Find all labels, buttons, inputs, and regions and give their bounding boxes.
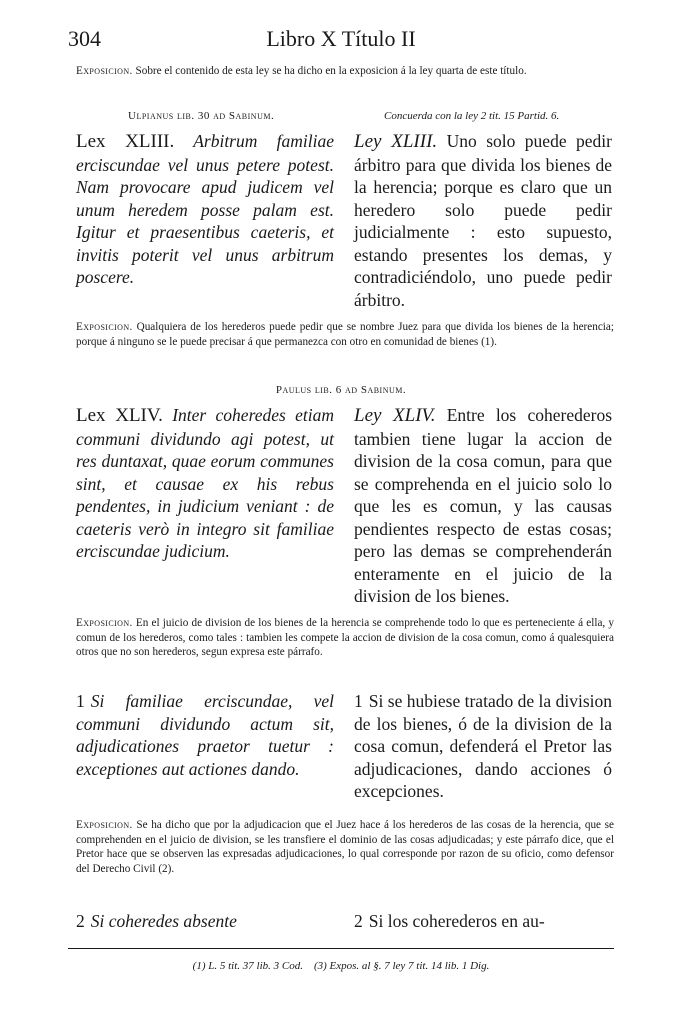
exposition-label: Exposicion. <box>76 65 133 77</box>
law-body-spanish: Entre los coherederos tambien tiene lugar la accion de division de la cosa comun, para que se comprehenda en el juicio solo lo que les es comun, y las causas pendientes respecto de estas cosas; pero las demas se comprehenderán enteramente en el juicio de la division de los bienes. <box>354 405 613 606</box>
law-title-spanish: Ley XLIV. <box>354 405 436 426</box>
law-title-latin: Lex XLIV. <box>76 405 163 426</box>
spanish-paragraph-text <box>354 910 612 933</box>
paragraph-body-latin: Si coheredes absente <box>90 911 237 931</box>
latin-paragraph-text <box>76 690 334 780</box>
exposition-text: Se ha dicho que por la adjudicacion que el Juez hace á los herederos de las cosas de la herencia, que se comprehenden en el juicio de division, se les transfiere el dominio de las cosas adjudicadas; y este párrafo dice, que el Pretor hace que se observen las expresadas adjudicaciones, lo qual corresponde por razon de su oficio, como defensor del Derecho Civil (2). <box>76 819 614 875</box>
paragraph-number: 2 <box>76 911 85 931</box>
exposition-label: Exposicion. <box>76 617 133 629</box>
latin-law-text <box>76 130 334 289</box>
law-body-latin: Arbitrum familiae erciscundae vel unus petere potest. Nam provocare apud judicem vel unum heredem posse palam est. Igitur et praesentibus caeteris, et invitis poterit vel unus arbitrum poscere. <box>76 131 334 287</box>
law-body-latin: Inter coheredes etiam communi dividundo agi potest, ut res duntaxat, quae eorum communes sint, et causae ex his rebus pendentes, in judicium veniant : de caeteris verò in integro sit familiae erciscundae judicium. <box>76 405 335 561</box>
law-body-spanish: Uno solo puede pedir árbitro para que divida los bienes de la herencia; porque es claro que un heredero solo puede pedir judicialmente : esto supuesto, estando presentes los demas, y contradiciéndolo, uno puede pedir árbitro. <box>354 131 612 310</box>
exposition-block <box>76 818 614 876</box>
paragraph-body-spanish: Si los coherederos en au- <box>368 911 545 931</box>
spanish-paragraph-text <box>354 690 612 803</box>
footnote-1: (1) L. 5 tit. 37 lib. 3 Cod. <box>192 960 303 972</box>
exposition-block <box>76 616 614 660</box>
footnote-2: (3) Expos. al §. 7 ley 7 tit. 14 lib. 1 Dig. <box>313 960 490 972</box>
exposition-text: En el juicio de division de los bienes de la herencia se comprehende todo lo que es perteneciente á ella, y comun de los herederos, como tales : tambien les compete la accion de division de la cosa comun, como á qualesquiera otros que no son herederos, segun expresa este párrafo. <box>76 617 614 658</box>
running-title: Libro X Título II <box>266 26 416 51</box>
paragraph-number: 1 <box>76 691 85 711</box>
exposition-text: Sobre el contenido de esta ley se ha dicho en la exposicion á la ley quarta de este título. <box>132 65 527 77</box>
footnote-divider <box>68 948 614 949</box>
page-number: 304 <box>68 26 101 51</box>
exposition-text: Qualquiera de los herederos puede pedir que se nombre Juez para que divida los bienes de la herencia; porque á ninguno se le puede precisar á que permanezca con otro en comunidad de bienes (1). <box>76 321 614 348</box>
latin-law-text <box>76 404 334 563</box>
source-heading: Paulus lib. 6 ad Sabinum. <box>275 384 407 396</box>
spanish-law-text <box>354 130 612 311</box>
spanish-law-text <box>354 404 612 608</box>
paragraph-number: 2 <box>354 911 363 931</box>
exposition-label: Exposicion. <box>76 819 133 831</box>
law-title-latin: Lex XLIII. <box>76 131 175 152</box>
concordance-heading: Concuerda con la ley 2 tit. 15 Partid. 6. <box>384 110 560 122</box>
source-heading-latin: Ulpianus lib. 30 ad Sabinum. <box>128 110 275 122</box>
exposition-block <box>76 64 614 79</box>
paragraph-body-spanish: Si se hubiese tratado de la division de los bienes, ó de la division de la cosa comun, defenderá el Pretor las adjudicaciones, dando acciones ó excepciones. <box>354 691 612 801</box>
exposition-block <box>76 320 614 349</box>
exposition-label: Exposicion. <box>76 321 133 333</box>
paragraph-body-latin: Si familiae erciscundae, vel communi dividundo actum sit, adjudicationes praetor tuetur : exceptiones aut actiones dando. <box>76 691 334 779</box>
law-title-spanish: Ley XLIII. <box>354 131 438 152</box>
paragraph-number: 1 <box>354 691 363 711</box>
latin-paragraph-text <box>76 910 334 933</box>
footnotes <box>0 960 682 972</box>
